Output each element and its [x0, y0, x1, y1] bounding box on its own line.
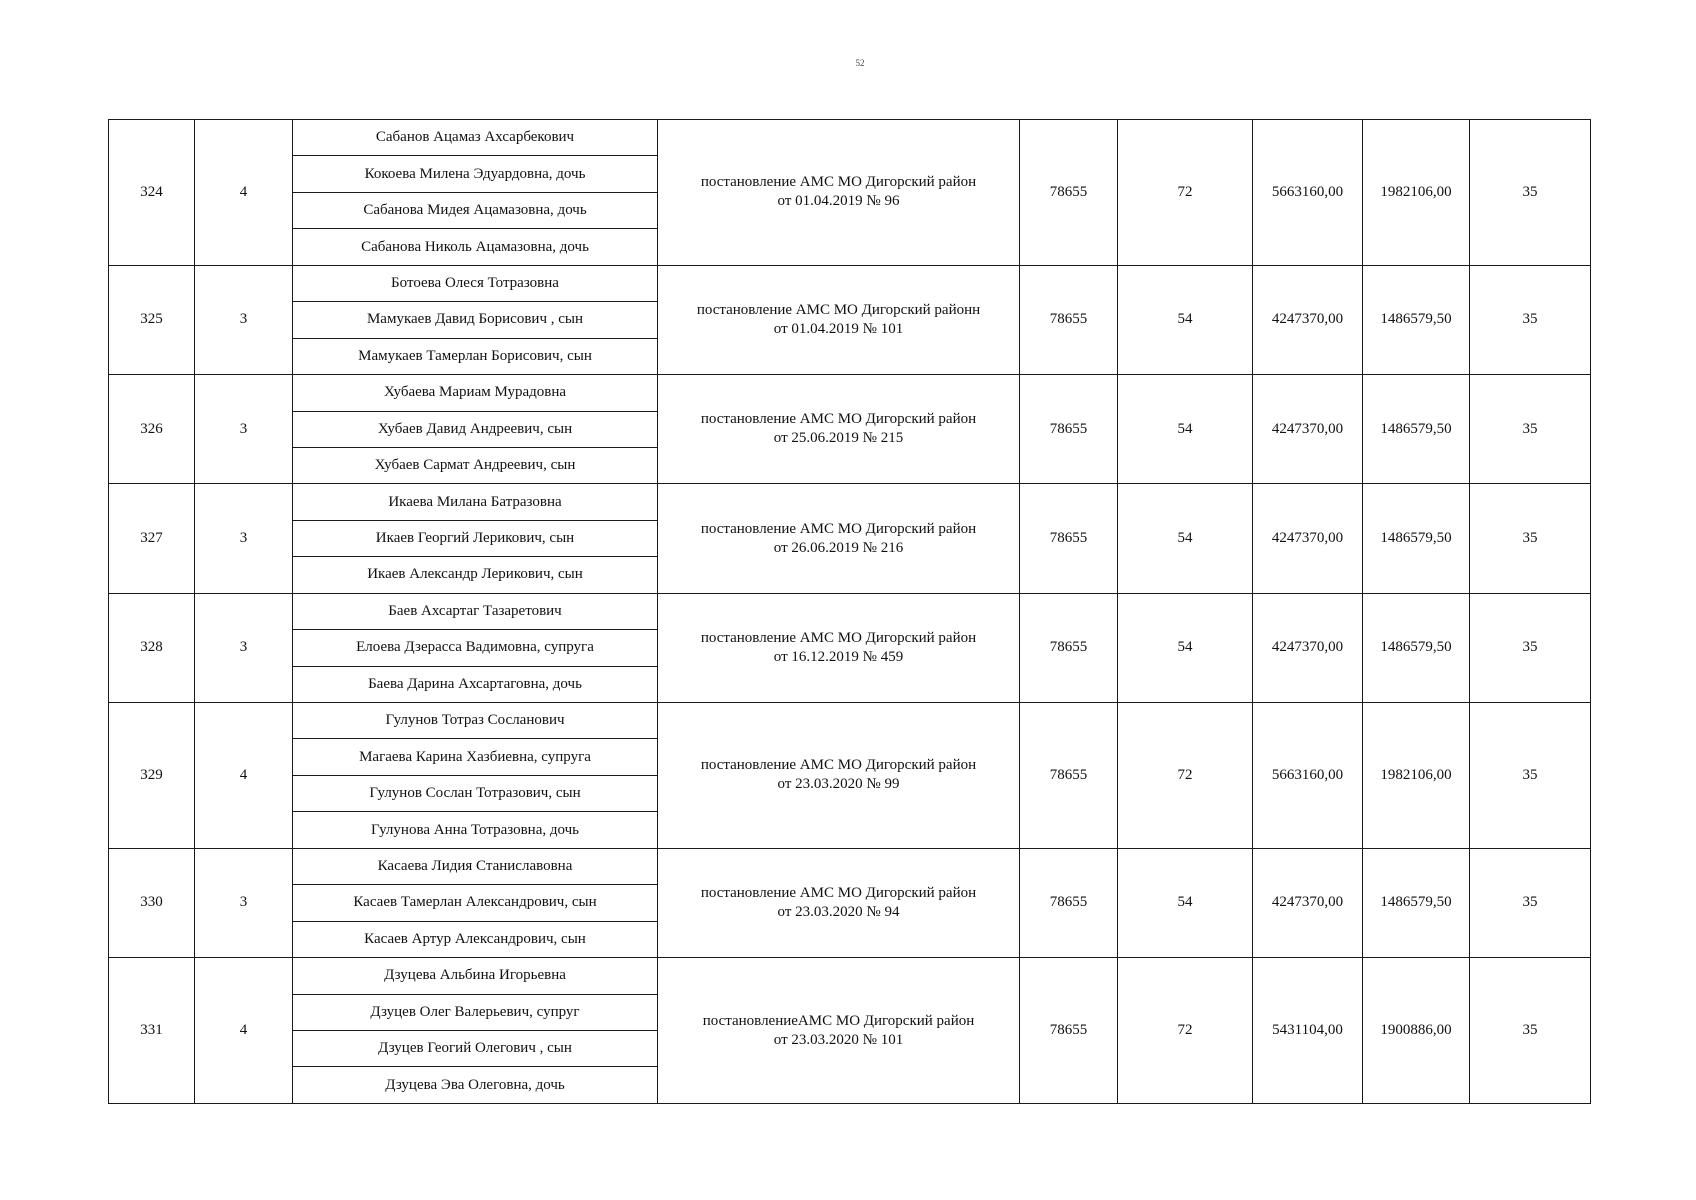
value-cell-1: 78655 [1020, 375, 1118, 484]
value-cell-3: 5431104,00 [1253, 958, 1363, 1104]
decree-cell [658, 265, 1020, 374]
table-row [109, 265, 1591, 301]
member-name-cell: Дзуцев Геогий Олегович , сын [293, 1030, 658, 1066]
decree-date-number: от 01.04.2019 № 96 [777, 193, 900, 210]
value-cell-5: 35 [1470, 848, 1591, 957]
table-row [109, 120, 1591, 156]
member-name-cell: Касаев Тамерлан Александрович, сын [293, 885, 658, 921]
member-name-cell: Касаева Лидия Станиславовна [293, 848, 658, 884]
member-name-cell: Сабанова Николь Ацамазовна, дочь [293, 229, 658, 265]
value-cell-4: 1486579,50 [1363, 484, 1470, 593]
member-name-cell: Гулунов Тотраз Сосланович [293, 703, 658, 739]
decree-date-number: от 23.03.2020 № 94 [777, 903, 900, 920]
members-count-cell: 4 [195, 958, 293, 1104]
record-number-cell: 325 [109, 265, 195, 374]
value-cell-4: 1486579,50 [1363, 375, 1470, 484]
value-cell-1: 78655 [1020, 848, 1118, 957]
members-count-cell: 3 [195, 375, 293, 484]
decree-date-number: от 16.12.2019 № 459 [773, 648, 904, 665]
value-cell-3: 4247370,00 [1253, 375, 1363, 484]
value-cell-3: 4247370,00 [1253, 265, 1363, 374]
decree-title: постановление АМС МО Дигорский район [700, 757, 977, 774]
value-cell-2: 72 [1118, 958, 1253, 1104]
value-cell-2: 54 [1118, 593, 1253, 702]
record-number-cell: 331 [109, 958, 195, 1104]
value-cell-2: 72 [1118, 120, 1253, 266]
member-name-cell: Дзуцева Альбина Игорьевна [293, 958, 658, 994]
value-cell-4: 1486579,50 [1363, 265, 1470, 374]
decree-title: постановление АМС МО Дигорский район [700, 520, 977, 537]
record-number-cell: 328 [109, 593, 195, 702]
record-number-cell: 330 [109, 848, 195, 957]
decree-date-number: от 26.06.2019 № 216 [773, 539, 904, 556]
record-number-cell: 324 [109, 120, 195, 266]
value-cell-4: 1900886,00 [1363, 958, 1470, 1104]
member-name-cell: Магаева Карина Хазбиевна, супруга [293, 739, 658, 775]
decree-title: постановление АМС МО Дигорский район [700, 174, 977, 191]
members-count-cell: 4 [195, 703, 293, 849]
value-cell-2: 72 [1118, 703, 1253, 849]
decree-date-number: от 25.06.2019 № 215 [773, 430, 904, 447]
registry-table [108, 119, 1591, 1104]
decree-title: постановление АМС МО Дигорский район [700, 629, 977, 646]
decree-date-number: от 23.03.2020 № 99 [777, 776, 900, 793]
value-cell-2: 54 [1118, 484, 1253, 593]
member-name-cell: Сабанов Ацамаз Ахсарбекович [293, 120, 658, 156]
value-cell-5: 35 [1470, 120, 1591, 266]
value-cell-3: 4247370,00 [1253, 484, 1363, 593]
value-cell-3: 4247370,00 [1253, 848, 1363, 957]
value-cell-5: 35 [1470, 484, 1591, 593]
record-number-cell: 329 [109, 703, 195, 849]
record-number-cell: 327 [109, 484, 195, 593]
value-cell-5: 35 [1470, 703, 1591, 849]
member-name-cell: Мамукаев Давид Борисович , сын [293, 302, 658, 338]
decree-cell [658, 375, 1020, 484]
value-cell-2: 54 [1118, 375, 1253, 484]
table-row [109, 848, 1591, 884]
value-cell-4: 1486579,50 [1363, 593, 1470, 702]
members-count-cell: 3 [195, 265, 293, 374]
member-name-cell: Гулунов Сослан Тотразович, сын [293, 775, 658, 811]
decree-title: постановление АМС МО Дигорский район [700, 411, 977, 428]
member-name-cell: Хубаева Мариам Мурадовна [293, 375, 658, 411]
decree-title: постановлениеАМС МО Дигорский район [702, 1012, 975, 1029]
decree-title: постановление АМС МО Дигорский район [700, 884, 977, 901]
value-cell-5: 35 [1470, 958, 1591, 1104]
table-row [109, 703, 1591, 739]
page-number: 52 [855, 58, 865, 68]
member-name-cell: Сабанова Мидея Ацамазовна, дочь [293, 192, 658, 228]
table-row [109, 484, 1591, 520]
record-number-cell: 326 [109, 375, 195, 484]
value-cell-1: 78655 [1020, 484, 1118, 593]
member-name-cell: Кокоева Милена Эдуардовна, дочь [293, 156, 658, 192]
value-cell-4: 1982106,00 [1363, 120, 1470, 266]
value-cell-4: 1982106,00 [1363, 703, 1470, 849]
member-name-cell: Хубаев Давид Андреевич, сын [293, 411, 658, 447]
decree-cell [658, 593, 1020, 702]
member-name-cell: Гулунова Анна Тотразовна, дочь [293, 812, 658, 848]
decree-cell [658, 958, 1020, 1104]
decree-cell [658, 120, 1020, 266]
value-cell-1: 78655 [1020, 593, 1118, 702]
members-count-cell: 3 [195, 484, 293, 593]
value-cell-3: 5663160,00 [1253, 703, 1363, 849]
decree-title: постановление АМС МО Дигорский районн [696, 301, 981, 318]
value-cell-4: 1486579,50 [1363, 848, 1470, 957]
member-name-cell: Касаев Артур Александрович, сын [293, 921, 658, 957]
value-cell-1: 78655 [1020, 120, 1118, 266]
value-cell-1: 78655 [1020, 958, 1118, 1104]
member-name-cell: Дзуцева Эва Олеговна, дочь [293, 1067, 658, 1104]
member-name-cell: Елоева Дзерасса Вадимовна, супруга [293, 630, 658, 666]
member-name-cell: Баева Дарина Ахсартаговна, дочь [293, 666, 658, 702]
decree-cell [658, 703, 1020, 849]
decree-date-number: от 23.03.2020 № 101 [773, 1031, 904, 1048]
members-count-cell: 3 [195, 848, 293, 957]
decree-date-number: от 01.04.2019 № 101 [773, 320, 904, 337]
member-name-cell: Баев Ахсартаг Тазаретович [293, 593, 658, 629]
decree-cell [658, 484, 1020, 593]
member-name-cell: Хубаев Сармат Андреевич, сын [293, 447, 658, 483]
table-row [109, 958, 1591, 994]
members-count-cell: 4 [195, 120, 293, 266]
value-cell-3: 4247370,00 [1253, 593, 1363, 702]
value-cell-1: 78655 [1020, 265, 1118, 374]
member-name-cell: Дзуцев Олег Валерьевич, супруг [293, 994, 658, 1030]
value-cell-3: 5663160,00 [1253, 120, 1363, 266]
table-row [109, 593, 1591, 629]
value-cell-5: 35 [1470, 593, 1591, 702]
decree-cell [658, 848, 1020, 957]
member-name-cell: Икаев Александр Лерикович, сын [293, 557, 658, 593]
value-cell-5: 35 [1470, 375, 1591, 484]
value-cell-5: 35 [1470, 265, 1591, 374]
table-row [109, 375, 1591, 411]
members-count-cell: 3 [195, 593, 293, 702]
value-cell-2: 54 [1118, 848, 1253, 957]
value-cell-2: 54 [1118, 265, 1253, 374]
value-cell-1: 78655 [1020, 703, 1118, 849]
member-name-cell: Ботоева Олеся Тотразовна [293, 265, 658, 301]
member-name-cell: Икаева Милана Батразовна [293, 484, 658, 520]
member-name-cell: Мамукаев Тамерлан Борисович, сын [293, 338, 658, 374]
member-name-cell: Икаев Георгий Лерикович, сын [293, 520, 658, 556]
